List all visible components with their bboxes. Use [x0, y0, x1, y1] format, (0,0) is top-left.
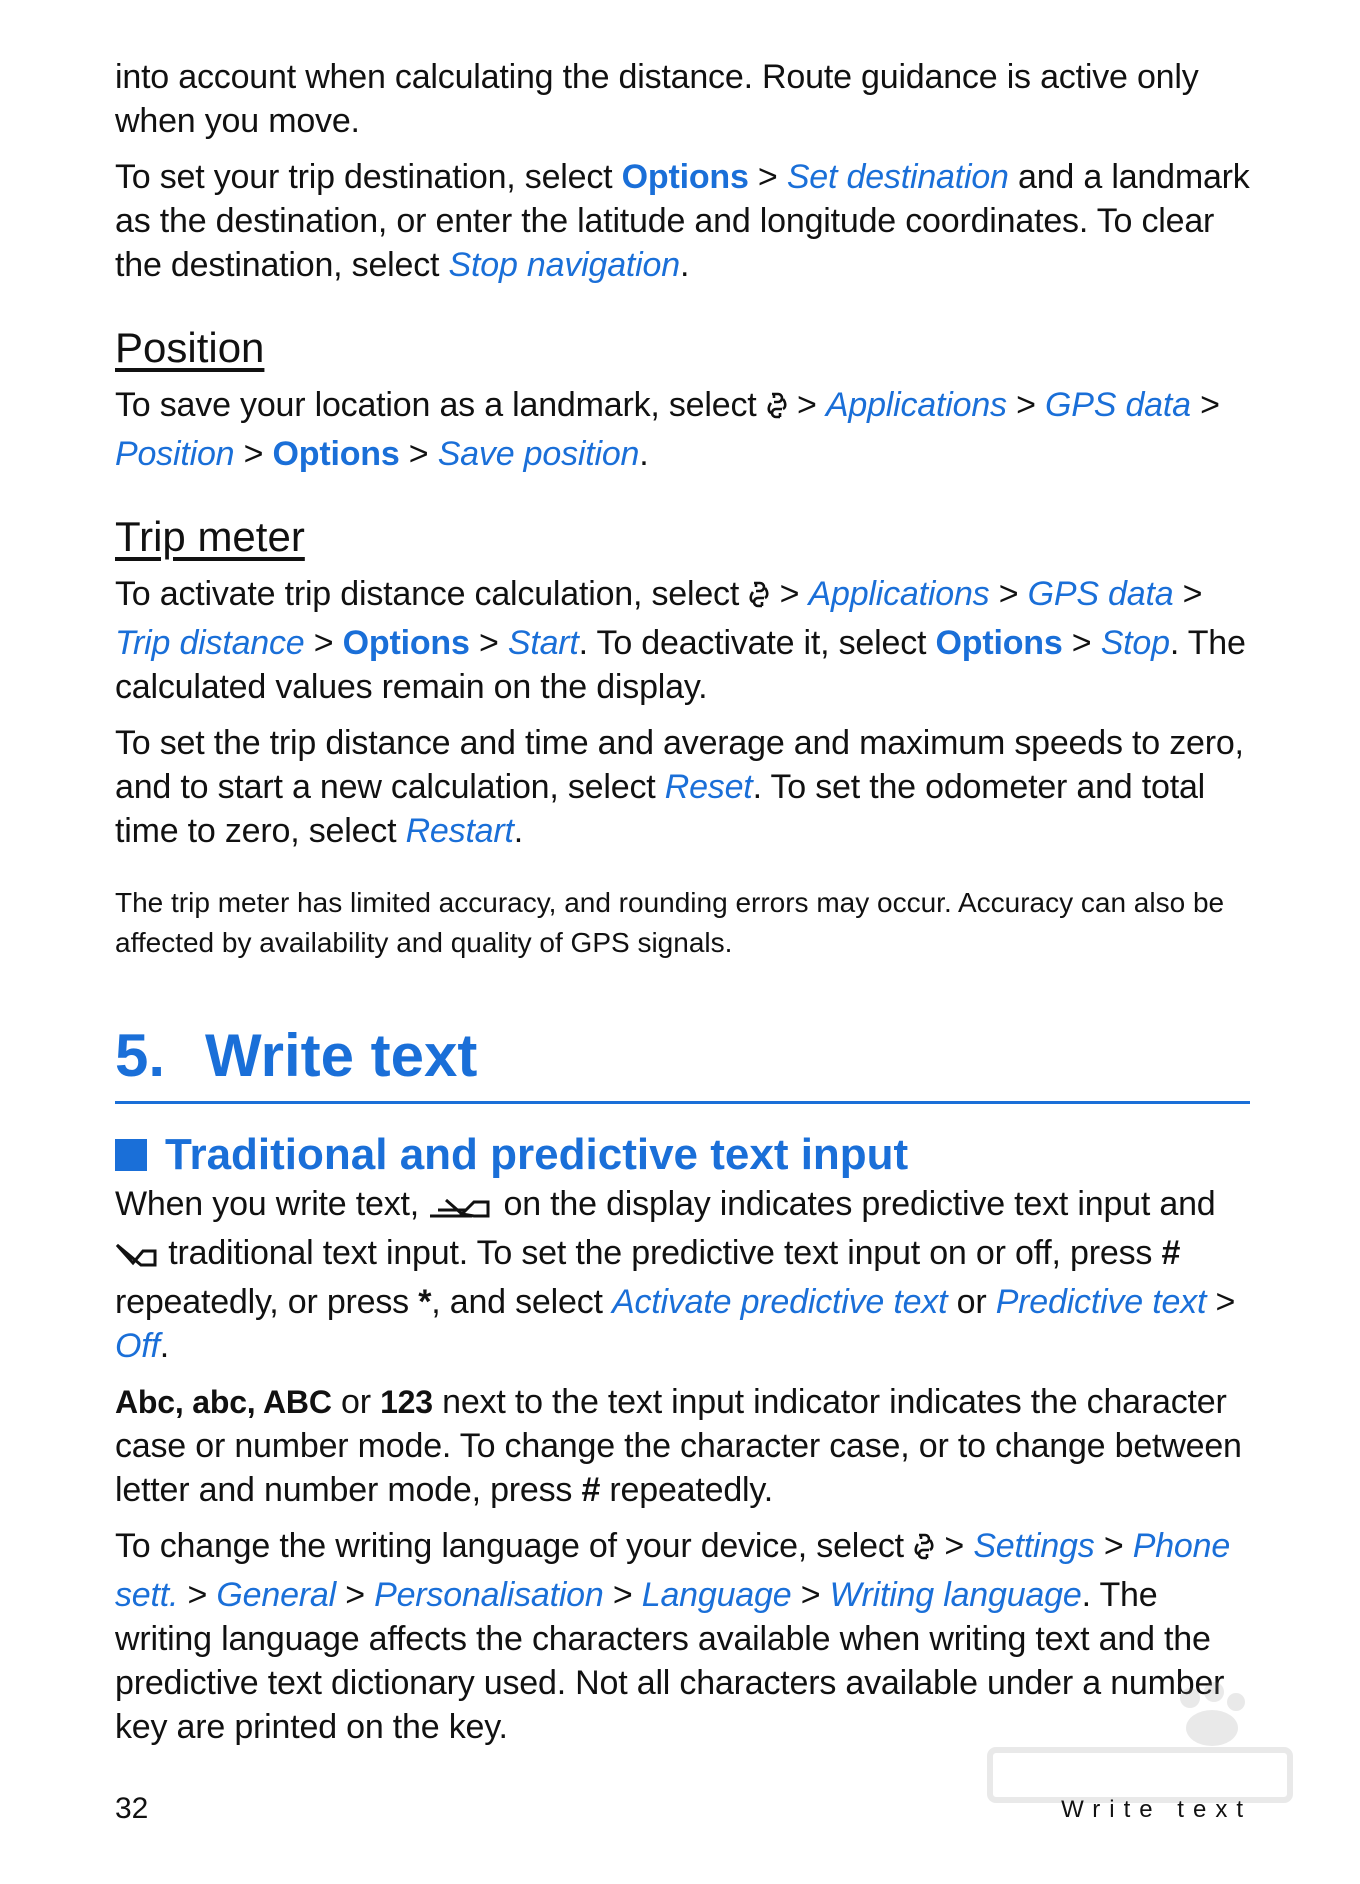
- text: To save your location as a landmark, select: [115, 386, 766, 424]
- chapter-number: 5.: [115, 1022, 166, 1089]
- text: When you write text,: [115, 1185, 429, 1223]
- section-heading: [115, 1128, 1250, 1182]
- option-language: Language: [641, 1576, 792, 1614]
- text: ,: [174, 1384, 193, 1420]
- text: , and select: [431, 1283, 612, 1321]
- heading-position: Position: [115, 324, 265, 371]
- text: next to the text input indicator indicates the character case or number mode. To change the character case, or to change between letter and number mode, press: [115, 1383, 1242, 1509]
- hash-key: #: [1161, 1234, 1181, 1272]
- separator: >: [469, 624, 508, 662]
- text: and a landmark as the destination, or enter the latitude and longitude coordinates. To clear the destination, select: [115, 158, 1250, 284]
- text: To change the writing language of your device, select: [115, 1527, 914, 1565]
- option-position: Position: [115, 435, 235, 473]
- option-start: Start: [507, 624, 579, 662]
- option-personalisation: Personalisation: [374, 1576, 604, 1614]
- option-predictive-text: Predictive text: [995, 1283, 1207, 1321]
- separator: >: [1190, 386, 1220, 424]
- separator: >: [770, 575, 809, 613]
- text: repeatedly.: [600, 1471, 773, 1509]
- option-save-position: Save position: [437, 435, 640, 473]
- separator: >: [304, 624, 343, 662]
- option-restart: Restart: [405, 812, 514, 850]
- manual-page: [115, 55, 1250, 1761]
- text: To set the trip distance and time and average and maximum speeds to zero, and to start a new calculation, select: [115, 724, 1244, 806]
- case-indicator-lowercase: abc: [192, 1384, 247, 1420]
- text: into account when calculating the distance. Route guidance is active only when you move.: [115, 58, 1199, 140]
- text: .: [513, 812, 524, 850]
- separator: >: [791, 1576, 830, 1614]
- option-trip-distance: Trip distance: [115, 624, 305, 662]
- section-title: Traditional and predictive text input: [165, 1130, 909, 1179]
- menu-key-icon: [766, 388, 788, 432]
- separator: >: [1173, 575, 1203, 613]
- separator: >: [1094, 1527, 1133, 1565]
- option-settings: Settings: [973, 1527, 1095, 1565]
- option-applications: Applications: [808, 575, 990, 613]
- paragraph: [115, 572, 1250, 709]
- option-gps-data: GPS data: [1045, 386, 1191, 424]
- option-activate-predictive-text: Activate predictive text: [612, 1283, 948, 1321]
- running-footer-title: Write text: [1061, 1796, 1252, 1823]
- menu-key-icon: [913, 1529, 935, 1573]
- paragraph: [115, 155, 1250, 287]
- text: .: [679, 246, 690, 284]
- option-phone-sett: Phone sett.: [115, 1527, 1231, 1614]
- option-gps-data: GPS data: [1027, 575, 1174, 613]
- separator: >: [1006, 386, 1045, 424]
- star-key: *: [418, 1283, 432, 1321]
- text: . To deactivate it, select: [578, 624, 936, 662]
- text: .: [159, 1327, 169, 1365]
- text: . To set the odometer and total time to zero, select: [115, 768, 1206, 850]
- text: or: [331, 1383, 381, 1421]
- option-set-destination: Set destination: [786, 158, 1009, 196]
- text: ,: [246, 1384, 263, 1420]
- separator: >: [787, 386, 826, 424]
- option-stop-navigation: Stop navigation: [448, 246, 680, 284]
- separator: >: [989, 575, 1028, 613]
- text: or: [947, 1283, 996, 1321]
- case-indicator-uppercase: ABC: [263, 1384, 332, 1420]
- menu-term-options: Options: [272, 435, 400, 473]
- hash-key: #: [581, 1471, 601, 1509]
- separator: >: [748, 158, 787, 196]
- separator: >: [399, 435, 438, 473]
- option-writing-language: Writing language: [829, 1576, 1082, 1614]
- paragraph: [115, 721, 1250, 853]
- paragraph: [115, 383, 1250, 476]
- chapter-title: Write text: [205, 1022, 478, 1089]
- text: To activate trip distance calculation, select: [115, 575, 749, 613]
- text: . The calculated values remain on the display.: [115, 624, 1246, 706]
- heading-trip-meter: Trip meter: [115, 513, 305, 560]
- predictive-input-icon: [428, 1187, 494, 1231]
- text: repeatedly, or press: [115, 1283, 419, 1321]
- text: on the display indicates predictive text input and: [494, 1185, 1216, 1223]
- text: .: [639, 435, 649, 473]
- separator: >: [935, 1527, 974, 1565]
- option-applications: Applications: [825, 386, 1007, 424]
- square-bullet-icon: [115, 1139, 147, 1171]
- traditional-input-icon: [115, 1236, 159, 1280]
- page-number: 32: [115, 1792, 149, 1825]
- paragraph: [115, 1182, 1250, 1368]
- option-general: General: [216, 1576, 336, 1614]
- separator: >: [1206, 1283, 1236, 1321]
- option-off: Off: [115, 1327, 160, 1365]
- separator: >: [335, 1576, 375, 1614]
- text: . The writing language affects the characters available when writing text and the predictive text dictionary used. Not all characters available under a number key are printed on the key.: [115, 1576, 1225, 1746]
- text: To set your trip destination, select: [115, 158, 622, 196]
- number-mode-indicator: 123: [380, 1384, 433, 1420]
- menu-key-icon: [748, 577, 770, 621]
- menu-term-options: Options: [935, 624, 1063, 662]
- option-stop: Stop: [1100, 624, 1170, 662]
- menu-term-options: Options: [621, 158, 749, 196]
- option-reset: Reset: [664, 768, 753, 806]
- chapter-heading: [115, 1021, 1250, 1104]
- note: The trip meter has limited accuracy, and rounding errors may occur. Accuracy can also be affected by availability and quality of GPS signals.: [115, 887, 1225, 958]
- menu-term-options: Options: [342, 624, 470, 662]
- paragraph: [115, 1380, 1250, 1512]
- separator: >: [178, 1576, 217, 1614]
- separator: >: [1062, 624, 1101, 662]
- paragraph: [115, 55, 1250, 143]
- case-indicator-abc: Abc: [115, 1384, 175, 1420]
- separator: >: [603, 1576, 642, 1614]
- text: traditional text input. To set the predictive text input on or off, press: [159, 1234, 1162, 1272]
- separator: >: [234, 435, 273, 473]
